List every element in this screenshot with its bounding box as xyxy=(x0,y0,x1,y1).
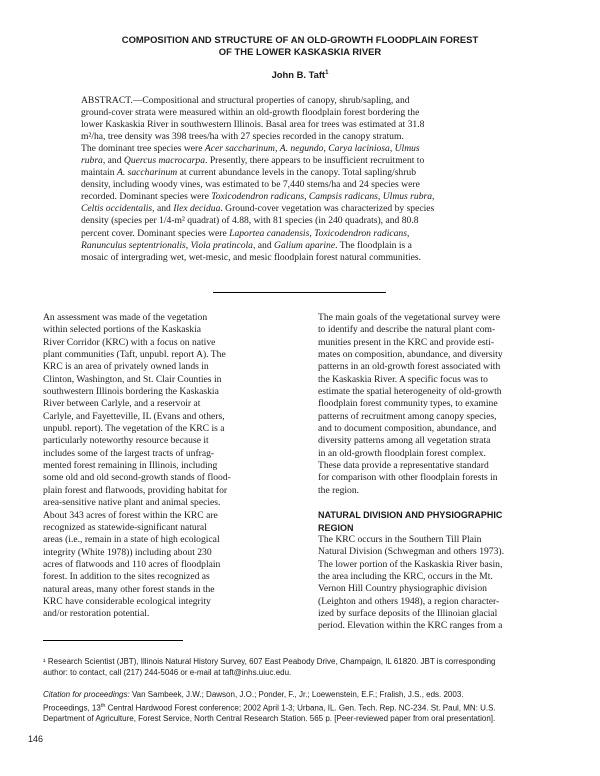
author-footnote-mark: 1 xyxy=(325,70,329,76)
right-column-line: period. Elevation within the KRC ranges from a xyxy=(318,620,503,632)
body-column-right xyxy=(318,312,580,633)
right-column-line: (Leighton and others 1948), a region character- xyxy=(318,595,500,607)
right-column-line: and to document composition, abundance, and xyxy=(318,423,497,435)
left-column-line: KRC have considerable ecological integrity xyxy=(43,595,211,607)
abstract-line: density (species per 1/4-m² quadrat) of 4.88, with 81 species (in 240 quadrats), and 80.8 xyxy=(81,215,419,227)
citation-ordinal: th xyxy=(100,702,106,709)
abstract-line: Ranunculus septentrionalis, Viola pratincola, and Galium aparine. The floodplain is a xyxy=(81,239,412,251)
abstract-line: Celtis occidentalis, and Ilex decidua. Ground-cover vegetation was characterized by species xyxy=(81,203,435,215)
right-column-line: floodplain forest community types, to examine xyxy=(318,398,498,410)
title-line-2: OF THE LOWER KASKASKIA RIVER xyxy=(218,46,382,57)
abstract xyxy=(81,95,522,264)
abstract-line: ABSTRACT.—Compositional and structural properties of canopy, shrub/sapling, and xyxy=(81,95,410,106)
section-heading xyxy=(318,509,580,534)
left-column-line: acres of flatwoods and 110 acres of floodplain xyxy=(43,558,221,570)
author-name: John B. Taft xyxy=(271,69,326,81)
author-footnote xyxy=(43,657,563,678)
right-column-line: The lower portion of the Kaskaskia River basin, xyxy=(318,558,503,570)
left-column-line: About 343 acres of forest within the KRC are xyxy=(43,509,218,521)
abstract-line: percent cover. Dominant species were Laportea canadensis, Toxicodendron radicans, xyxy=(81,227,410,239)
abstract-line: The dominant tree species were Acer saccharinum, A. negundo, Carya laciniosa, Ulmus xyxy=(81,143,420,155)
right-column-line: The KRC occurs in the Southern Till Plain xyxy=(318,533,482,545)
intro-goals-paragraph xyxy=(318,312,580,497)
right-column-line: patterns of recruitment among canopy species, xyxy=(318,410,497,422)
right-column-line: ized by surface deposits of the Illinoian glacial xyxy=(318,607,498,619)
citation-line-3: Department of Agriculture, Forest Service, North Central Research Station. 565 p. [Peer-reviewed paper from oral presentation]. xyxy=(43,713,496,723)
abstract-line: maintain A. saccharinum at current abundance levels in the canopy. Total sapling/shrub xyxy=(81,167,417,179)
left-column-line: River Corridor (KRC) with a focus on native xyxy=(43,336,216,348)
section-divider xyxy=(213,292,386,293)
paper-title xyxy=(60,34,540,58)
left-column-line: natural areas, many other forest stands in the xyxy=(43,583,215,595)
left-column-line: particularly noteworthy resource because it xyxy=(43,435,209,447)
section-heading-line-1: NATURAL DIVISION AND PHYSIOGRAPHIC xyxy=(318,510,503,521)
page-number: 146 xyxy=(28,734,44,744)
right-column-line: estimate the spatial heterogeneity of old-growth xyxy=(318,386,502,398)
left-column-line: mented forest remaining in Illinois, including xyxy=(43,460,218,472)
left-column-line: area-sensitive native plant and animal species. xyxy=(43,497,221,509)
right-column-line: patterns in an old-growth forest associated with xyxy=(318,361,501,373)
right-column-line: Natural Division (Schwegman and others 1973). xyxy=(318,546,504,558)
left-column-line: Carlyle, and Fayetteville, IL (Evans and others, xyxy=(43,410,225,422)
right-column-line: These data provide a representative standard xyxy=(318,460,489,472)
left-column-line: within selected portions of the Kaskaskia xyxy=(43,324,201,336)
footnote-divider xyxy=(43,640,183,641)
citation-line-2 xyxy=(43,701,573,714)
right-column-line: mates on composition, abundance, and diversity xyxy=(318,349,503,361)
right-column-line: munities present in the KRC and provide esti- xyxy=(318,336,495,348)
left-column-line: integrity (White 1978)) including about 230 xyxy=(43,546,212,558)
abstract-line: recorded. Dominant species were Toxicodendron radicans, Campsis radicans, Ulmus rubra, xyxy=(81,191,435,203)
natural-division-paragraph xyxy=(318,534,580,633)
citation-label: Citation for proceedings: xyxy=(43,690,130,699)
citation-line-1-text: Van Sambeek, J.W.; Dawson, J.O.; Ponder, F., Jr.; Loewenstein, E.F.; Fralish, J.S., eds. 2003. xyxy=(129,690,464,699)
right-column-line: to identify and describe the natural plant com- xyxy=(318,324,496,336)
left-column-line: areas (i.e., remain in a state of high ecological xyxy=(43,534,220,546)
author-byline xyxy=(60,67,540,81)
left-column-line: recognized as statewide-significant natural xyxy=(43,521,207,533)
citation-line-2a: Proceedings, 13 xyxy=(43,703,101,713)
left-column-line: River between Carlyle, and a reservoir at xyxy=(43,398,201,410)
right-column-line: The main goals of the vegetational survey were xyxy=(318,312,500,323)
abstract-line: lower Kaskaskia River in southwestern Illinois. Basal area for trees was estimated at 31.8 xyxy=(81,119,425,131)
left-column-line: and/or restoration potential. xyxy=(43,608,150,620)
right-column-line: in an old-growth floodplain forest complex. xyxy=(318,447,486,459)
left-column-line: southwestern Illinois bordering the Kaskaskia xyxy=(43,386,219,398)
citation-line-1 xyxy=(43,690,573,701)
citation-line-2b: Central Hardwood Forest conference; 2002 April 1-3; Urbana, IL. Gen. Tech. Rep. NC-234. St. Paul, MN: U.S. xyxy=(105,703,496,713)
left-column-line: Clinton, Washington, and St. Clair Counties in xyxy=(43,373,222,385)
left-column-line: includes some of the largest tracts of unfrag- xyxy=(43,447,215,459)
left-column-line: KRC is an area of privately owned lands in xyxy=(43,361,209,373)
title-line-1: COMPOSITION AND STRUCTURE OF AN OLD-GROWTH FLOODPLAIN FOREST xyxy=(121,34,479,45)
body-column-left xyxy=(43,312,298,621)
abstract-line: m²/ha, tree density was 398 trees/ha with 27 species recorded in the canopy stratum. xyxy=(81,131,404,143)
abstract-line: ground-cover strata were measured within an old-growth floodplain forest bordering the xyxy=(81,107,420,119)
right-column-line: Vernon Hill Country physiographic division xyxy=(318,583,487,595)
left-column-line: some old and old second-growth stands of flood- xyxy=(43,472,231,484)
left-column-line: An assessment was made of the vegetation xyxy=(43,312,208,323)
right-column-line: the Kaskaskia River. A specific focus was to xyxy=(318,373,488,385)
abstract-line: rubra, and Quercus macrocarpa. Presently, there appears to be insufficient recruitment to xyxy=(81,155,425,167)
left-column-line: unpubl. report). The vegetation of the KRC is a xyxy=(43,423,225,435)
section-heading-line-2: REGION xyxy=(318,522,354,533)
right-column-line: diversity patterns among all vegetation strata xyxy=(318,435,491,447)
right-column-line: for comparison with other floodplain forests in xyxy=(318,472,498,484)
right-column-line: the area including the KRC, occurs in the Mt. xyxy=(318,570,493,582)
footnote-line-2: author: to contact, call (217) 244-5046 or e-mail at taft@inhs.uiuc.edu. xyxy=(43,667,292,677)
footnote-line-1: ¹ Research Scientist (JBT), Illinois Natural History Survey, 607 East Peabody Drive, Champaign, IL 61820. JBT is corresponding xyxy=(43,657,496,666)
abstract-line: density, including woody vines, was estimated to be 7,440 stems/ha and 24 species were xyxy=(81,179,420,191)
left-column-line: forest. In addition to the sites recognized as xyxy=(43,571,210,583)
right-column-line: the region. xyxy=(318,484,360,496)
left-column-line: plain forest and flatwoods, providing habitat for xyxy=(43,484,228,496)
abstract-line: mosaic of intergrading wet, wet-mesic, and mesic floodplain forest natural communities. xyxy=(81,251,422,263)
left-column-line: plant communities (Taft, unpubl. report A). The xyxy=(43,349,226,361)
citation-block xyxy=(43,690,573,724)
